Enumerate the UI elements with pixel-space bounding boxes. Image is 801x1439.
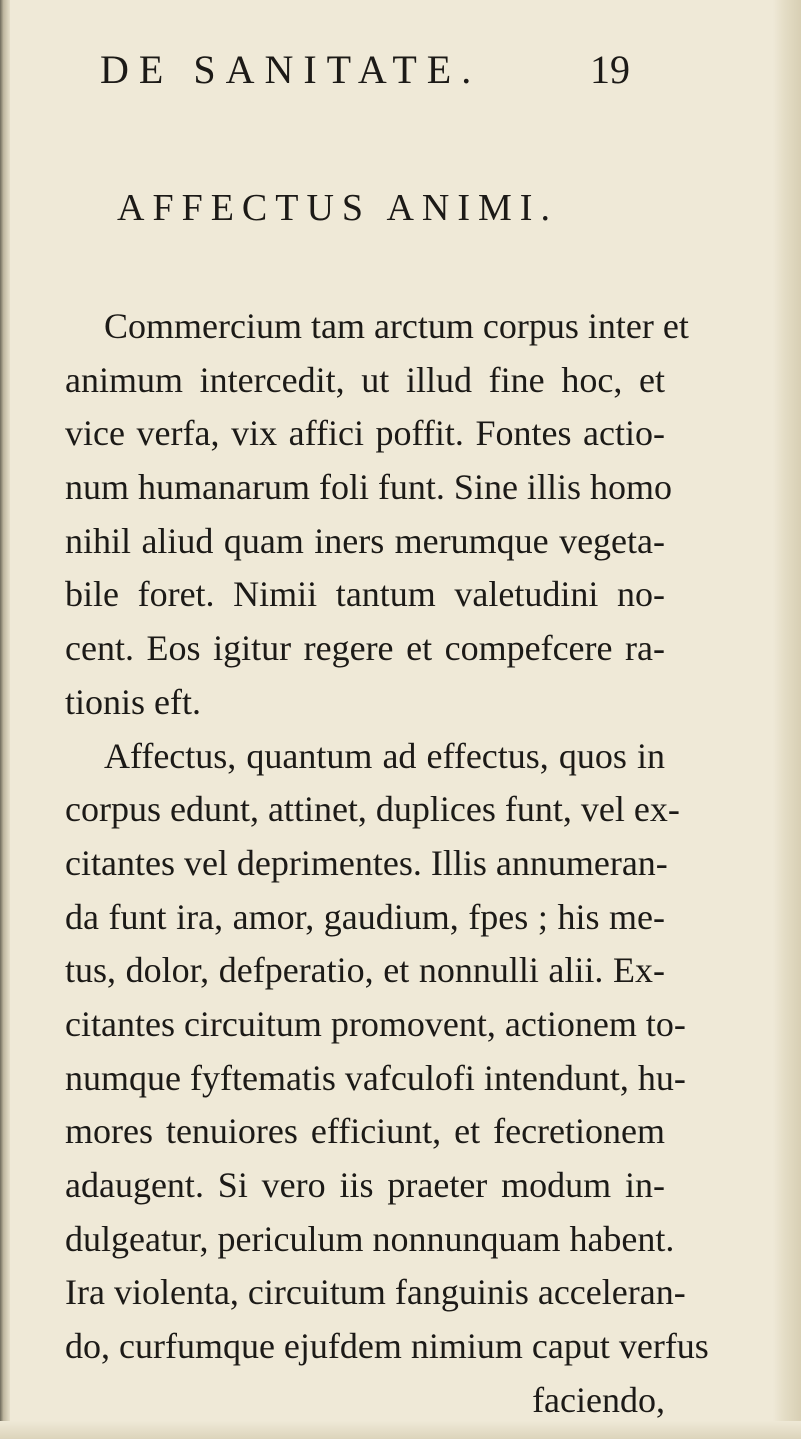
page-gutter-shadow [0,0,10,1439]
paragraph-2-line-8: mores tenuiores efficiunt, et fecretionem [65,1111,665,1152]
paragraph-1-line-3: vice verfa, vix affici poffit. Fontes actio- [65,413,665,454]
paragraph-2-line-11: Ira violenta, circuitum fanguinis acceleran- [65,1272,686,1313]
paragraph-1-line-6: bile foret. Nimii tantum valetudini no- [65,574,665,615]
paragraph-2-line-7: numque fyftematis vafculofi intendunt, hu- [65,1057,686,1098]
paragraph-2-line-2: corpus edunt, attinet, duplices funt, vel ex- [65,789,680,830]
paragraph-2-line-12: do, curfumque ejufdem nimium caput verfus [65,1326,709,1367]
page-right-edge [773,0,801,1439]
paragraph-1-line-1: Commercium tam arctum corpus inter et [104,306,689,346]
catchword: faciendo, [532,1379,665,1420]
paragraph-2-line-5: tus, dolor, defperatio, et nonnulli alii. Ex- [65,950,665,991]
paragraph-2-line-10: dulgeatur, periculum nonnunquam habent. [65,1218,675,1259]
section-title: AFFECTUS ANIMI. [117,187,558,229]
body-text [65,300,709,1427]
paragraph-1-line-8: tionis eft. [65,681,201,722]
paragraph-2-line-6: citantes circuitum promovent, actionem to- [65,1003,686,1044]
page-number: 19 [590,47,630,92]
paragraph-1-line-5: nihil aliud quam iners merumque vegeta- [65,520,665,561]
paragraph-1-line-2: animum intercedit, ut illud fine hoc, et [65,359,665,400]
paragraph-2-line-4: da funt ira, amor, gaudium, fpes ; his me- [65,896,665,937]
running-head: DE SANITATE. [100,47,482,92]
paragraph-1-line-4: num humanarum foli funt. Sine illis homo [65,467,672,508]
paragraph-1-line-7: cent. Eos igitur regere et compefcere ra- [65,628,665,669]
paragraph-2-line-1: Affectus, quantum ad effectus, quos in [104,735,665,776]
paragraph-2-line-9: adaugent. Si vero iis praeter modum in- [65,1165,665,1205]
paragraph-2-line-3: citantes vel deprimentes. Illis annumeran- [65,842,668,883]
